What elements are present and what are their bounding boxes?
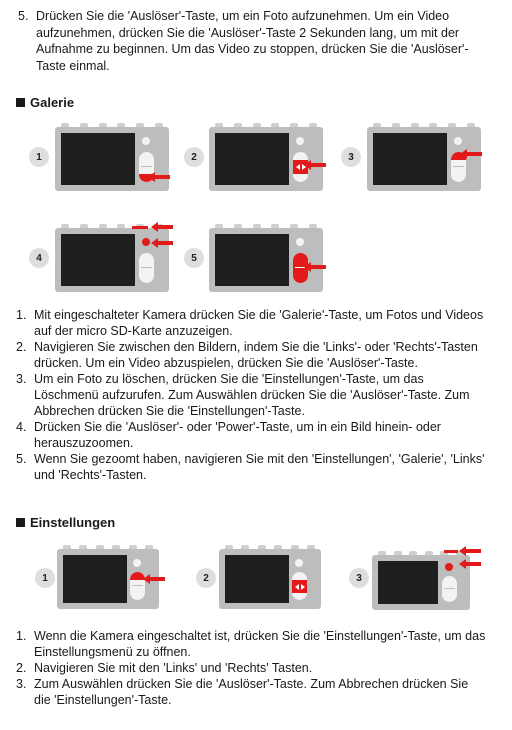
camera-control-pad [442, 576, 457, 602]
intro-step-text: Drücken Sie die 'Auslöser'-Taste, um ein Foto aufzunehmen. Um ein Video aufzunehmen, drücken Sie die 'Auslöser'-Taste 2 Sekunden lang, um mit der Aufnahme zu beginnen. Um das Video zu stoppen, drücken Sie die 'Auslöser'-Taste einmal. [36, 9, 469, 73]
camera-settings-button [296, 137, 304, 145]
diagram-label: 2 [184, 147, 204, 167]
diagram-label: 5 [184, 248, 204, 268]
pointer-arrow-icon [151, 238, 173, 248]
camera-screen [215, 133, 289, 185]
list-item: 1. Wenn die Kamera eingeschaltet ist, drücken Sie die 'Einstellungen'-Taste, um das Einstellungsmenü zu öffnen. [16, 629, 486, 659]
camera-screen [215, 234, 289, 286]
galerie-heading [16, 95, 74, 110]
camera-diagram-galerie-5 [209, 228, 323, 292]
einstellungen-heading [16, 515, 115, 530]
highlighted-power-button [444, 550, 458, 553]
camera-control-pad [292, 572, 307, 600]
highlighted-left-right-buttons [292, 580, 307, 593]
highlighted-settings-button [445, 563, 453, 571]
heading-bullet-icon [16, 518, 25, 527]
einstellungen-heading-text: Einstellungen [30, 515, 116, 530]
galerie-steps [16, 307, 486, 483]
intro-step-number: 5. [18, 9, 29, 23]
pointer-arrow-icon [459, 546, 481, 556]
pointer-arrow-icon [304, 160, 326, 170]
pointer-arrow-icon [459, 559, 481, 569]
pointer-arrow-icon [460, 149, 482, 159]
camera-diagram-einstellungen-3 [372, 555, 470, 610]
einstellungen-steps [16, 628, 486, 708]
diagram-label: 1 [29, 147, 49, 167]
highlighted-settings-button [142, 238, 150, 246]
camera-control-pad [139, 253, 154, 283]
diagram-label: 3 [349, 568, 369, 588]
camera-screen [61, 133, 135, 185]
camera-diagram-einstellungen-2 [219, 549, 321, 609]
list-item: 5. Wenn Sie gezoomt haben, navigieren Sie mit den 'Einstellungen', 'Galerie', 'Links' und 'Rechts'-Tasten. [16, 452, 485, 482]
galerie-heading-text: Galerie [30, 95, 75, 110]
camera-screen [61, 234, 135, 286]
diagram-label: 1 [35, 568, 55, 588]
camera-settings-button [296, 238, 304, 246]
camera-screen [373, 133, 447, 185]
camera-diagram-galerie-3 [367, 127, 481, 191]
list-item: 1. Mit eingeschalteter Kamera drücken Sie die 'Galerie'-Taste, um Fotos und Videos auf der micro SD-Karte anzuzeigen. [16, 308, 484, 338]
intro-step [18, 8, 488, 74]
highlighted-power-button [132, 226, 148, 229]
list-item: 3. Um ein Foto zu löschen, drücken Sie die 'Einstellungen'-Taste, um das Löschmenü aufzurufen. Zum Auswählen drücken Sie die 'Auslöser'-Taste. Zum Abbrechen drücken Sie die 'Einstellungen'-Taste. [16, 372, 470, 418]
diagram-label: 3 [341, 147, 361, 167]
camera-diagram-galerie-2 [209, 127, 323, 191]
list-item: 2. Navigieren Sie mit den 'Links' und 'Rechts' Tasten. [16, 661, 313, 675]
list-item: 2. Navigieren Sie zwischen den Bildern, indem Sie die 'Links'- oder 'Rechts'-Tasten drücken. Um ein Video abzuspielen, drücken Sie die 'Auslöser'-Taste. [16, 340, 478, 370]
camera-settings-button [454, 137, 462, 145]
pointer-arrow-icon [304, 262, 326, 272]
heading-bullet-icon [16, 98, 25, 107]
diagram-label: 4 [29, 248, 49, 268]
pointer-arrow-icon [143, 574, 165, 584]
diagram-label: 2 [196, 568, 216, 588]
camera-settings-button [142, 137, 150, 145]
camera-settings-button [295, 559, 303, 567]
camera-screen [378, 561, 438, 604]
pointer-arrow-icon [148, 172, 170, 182]
camera-screen [63, 555, 127, 603]
camera-settings-button [133, 559, 141, 567]
list-item: 3. Zum Auswählen drücken Sie die 'Auslöser'-Taste. Zum Abbrechen drücken Sie die 'Einstellungen'-Taste. [16, 677, 469, 707]
pointer-arrow-icon [151, 222, 173, 232]
camera-screen [225, 555, 289, 603]
list-item: 4. Drücken Sie die 'Auslöser'- oder 'Power'-Taste, um in ein Bild hinein- oder herauszuzoomen. [16, 420, 441, 450]
